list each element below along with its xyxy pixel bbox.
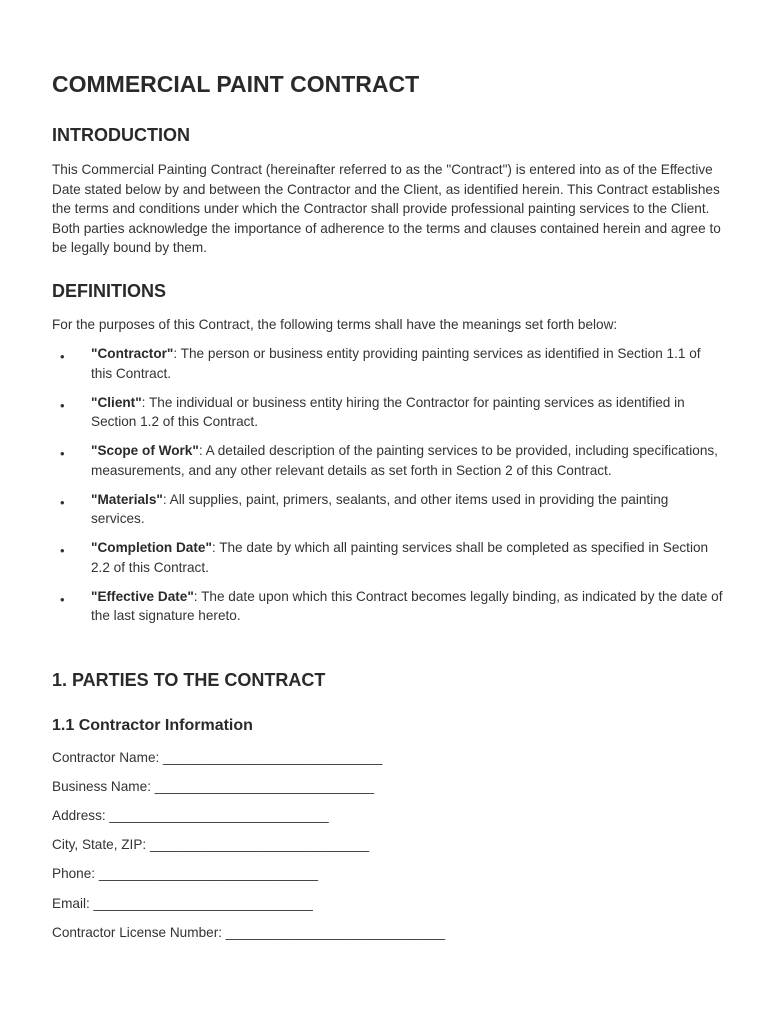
- definition-term: "Effective Date": [91, 588, 194, 604]
- definition-text: : The date upon which this Contract becomes legally binding, as indicated by the date of the last signature hereto.: [91, 588, 723, 624]
- definition-term: "Client": [91, 394, 142, 410]
- definition-item: [52, 344, 724, 383]
- definition-item: [52, 393, 724, 432]
- bullet-icon: •: [60, 349, 65, 364]
- definition-term: "Scope of Work": [91, 443, 199, 459]
- definitions-list: [52, 344, 724, 635]
- section-1-heading: 1. PARTIES TO THE CONTRACT: [52, 670, 326, 690]
- definition-text: : The person or business entity providing painting services as identified in Section 1.1 of this Contract.: [91, 346, 701, 381]
- bullet-icon: •: [60, 494, 65, 510]
- definition-term: "Completion Date": [91, 540, 212, 556]
- bullet-icon: •: [60, 397, 65, 413]
- definition-item: [52, 538, 724, 577]
- phone-field[interactable]: Phone: _____________________________: [52, 866, 319, 881]
- definition-text: : The individual or business entity hiring the Contractor for painting services as identified in Section 1.2 of this Contract.: [91, 394, 685, 430]
- bullet-icon: •: [60, 543, 65, 559]
- definition-item: [52, 441, 724, 480]
- definition-item: [52, 587, 724, 626]
- definitions-heading: DEFINITIONS: [52, 281, 167, 301]
- definition-term: "Contractor": [91, 346, 174, 361]
- introduction-heading: INTRODUCTION: [52, 125, 190, 145]
- document-title: COMMERCIAL PAINT CONTRACT: [52, 71, 420, 97]
- bullet-icon: •: [60, 446, 65, 462]
- definition-text: : The date by which all painting services shall be completed as specified in Section 2.2 of this Contract.: [91, 540, 709, 575]
- city-state-zip-field[interactable]: City, State, ZIP: _____________________________: [52, 837, 370, 852]
- definition-text: : A detailed description of the painting services to be provided, including specifications, measurements, and any other relevant details as set forth in Section 2 of this Contract.: [91, 443, 718, 478]
- contractor-name-field[interactable]: Contractor Name: _____________________________: [52, 750, 383, 765]
- bullet-icon: •: [60, 591, 65, 607]
- definition-item: [52, 490, 724, 529]
- address-field[interactable]: Address: _____________________________: [52, 808, 329, 823]
- email-field[interactable]: Email: _____________________________: [52, 896, 313, 911]
- business-name-field[interactable]: Business Name: _____________________________: [52, 779, 374, 794]
- definition-text: : All supplies, paint, primers, sealants, and other items used in providing the painting services.: [91, 491, 669, 527]
- definition-term: "Materials": [91, 491, 163, 507]
- introduction-text: This Commercial Painting Contract (hereinafter referred to as the "Contract") is entered into as of the Effective Date stated below by and between the Contractor and the Client, as identified herein. This Contract establishes the terms and conditions under which the Contractor shall provide professional painting services to the Client. Both parties acknowledge the importance of adherence to the terms and clauses contained herein and agree to be legally bound by them.: [52, 162, 721, 256]
- contractor-info-heading: 1.1 Contractor Information: [52, 717, 253, 734]
- definitions-intro: For the purposes of this Contract, the following terms shall have the meanings set forth below:: [52, 317, 618, 332]
- license-number-field[interactable]: Contractor License Number: _____________________________: [52, 925, 446, 940]
